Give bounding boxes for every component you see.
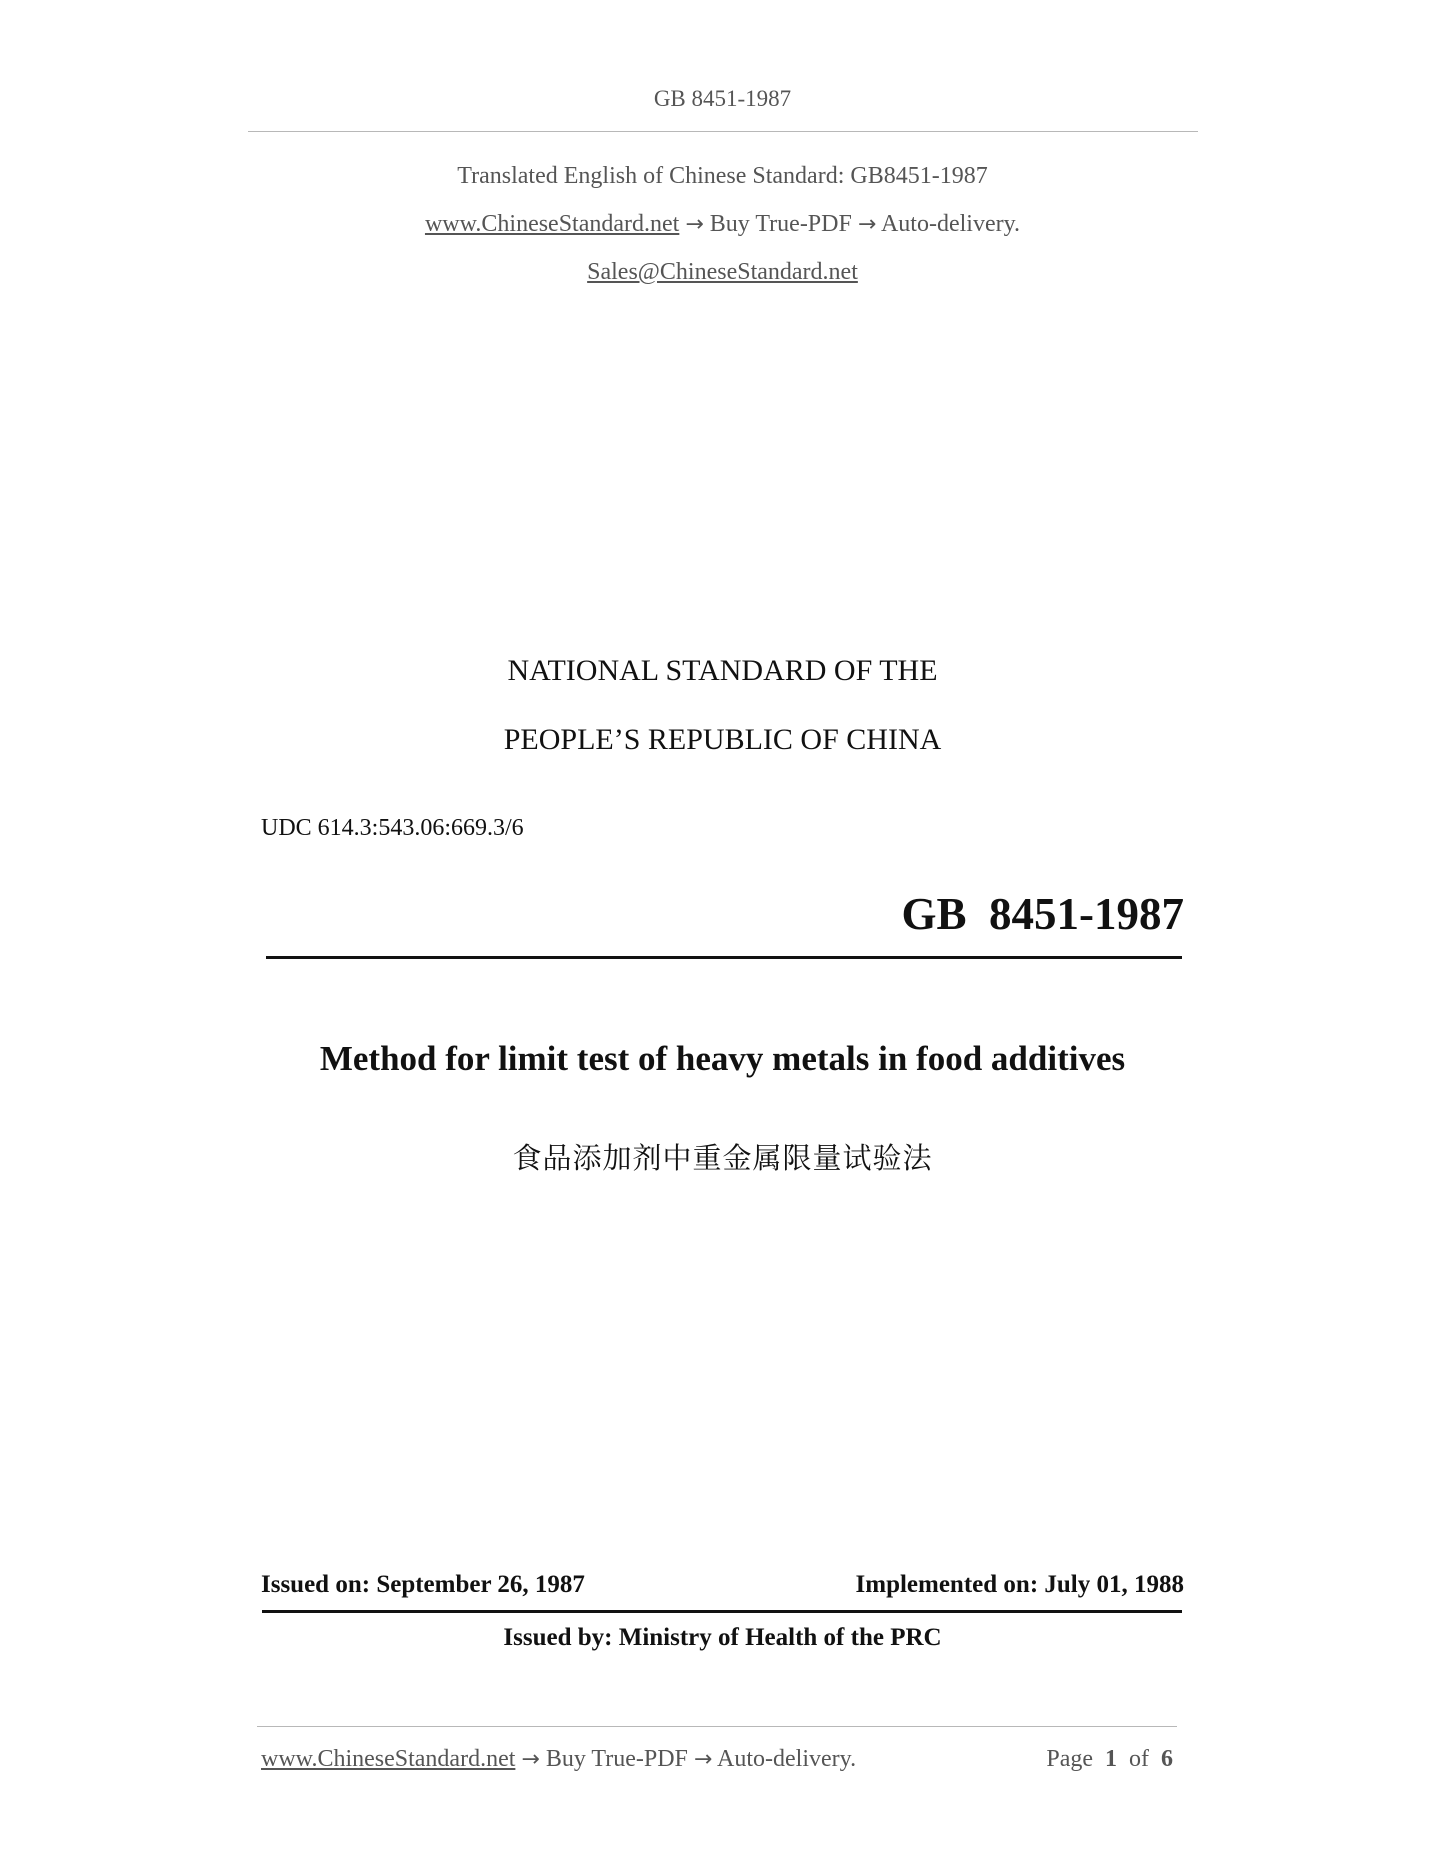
page-indicator	[1046, 1746, 1173, 1773]
document-title: Method for limit test of heavy metals in food additives	[319, 1039, 1126, 1078]
national-standard-subheading: PEOPLE’S REPUBLIC OF CHINA	[503, 723, 942, 756]
site-link[interactable]: www.ChineseStandard.net	[424, 211, 680, 237]
issuing-authority: Issued by: Ministry of Health of the PRC	[503, 1624, 942, 1651]
issue-info-rule	[262, 1610, 1182, 1613]
document-title-chinese: 食品添加剂中重金属限量试验法	[512, 1141, 933, 1175]
national-standard-heading: NATIONAL STANDARD OF THE	[507, 654, 938, 687]
footer-divider	[257, 1726, 1177, 1727]
udc-code: UDC 614.3:543.06:669.3/6	[261, 815, 524, 841]
page-label: Page	[1046, 1746, 1093, 1772]
issued-on-date: Issued on: September 26, 1987	[261, 1571, 585, 1598]
page-current: 1	[1105, 1746, 1117, 1772]
implemented-on-date: Implemented on: July 01, 1988	[855, 1571, 1184, 1598]
buy-text: Buy True-PDF	[709, 211, 852, 237]
header-divider	[248, 131, 1198, 132]
footer-site-link[interactable]: www.ChineseStandard.net	[261, 1746, 516, 1772]
arrow-right-icon: →	[693, 1747, 713, 1772]
sales-line	[0, 259, 1445, 286]
running-header: GB 8451-1987	[653, 86, 792, 111]
arrow-right-icon: →	[857, 212, 877, 237]
footer-purchase-line	[261, 1746, 856, 1773]
arrow-right-icon: →	[685, 212, 704, 237]
footer-delivery-text: Auto-delivery.	[717, 1746, 857, 1772]
page-total: 6	[1161, 1746, 1173, 1772]
sales-email-link[interactable]: Sales@ChineseStandard.net	[587, 259, 858, 285]
arrow-right-icon: →	[521, 1747, 540, 1772]
standard-number-rule	[266, 956, 1182, 959]
delivery-text: Auto-delivery.	[880, 211, 1021, 237]
purchase-line	[0, 211, 1445, 238]
page-of: of	[1129, 1746, 1149, 1772]
translated-notice: Translated English of Chinese Standard: GB8451-1987	[457, 163, 988, 189]
standard-number: GB 8451-1987	[901, 889, 1184, 939]
footer-buy-text: Buy True-PDF	[545, 1746, 688, 1772]
